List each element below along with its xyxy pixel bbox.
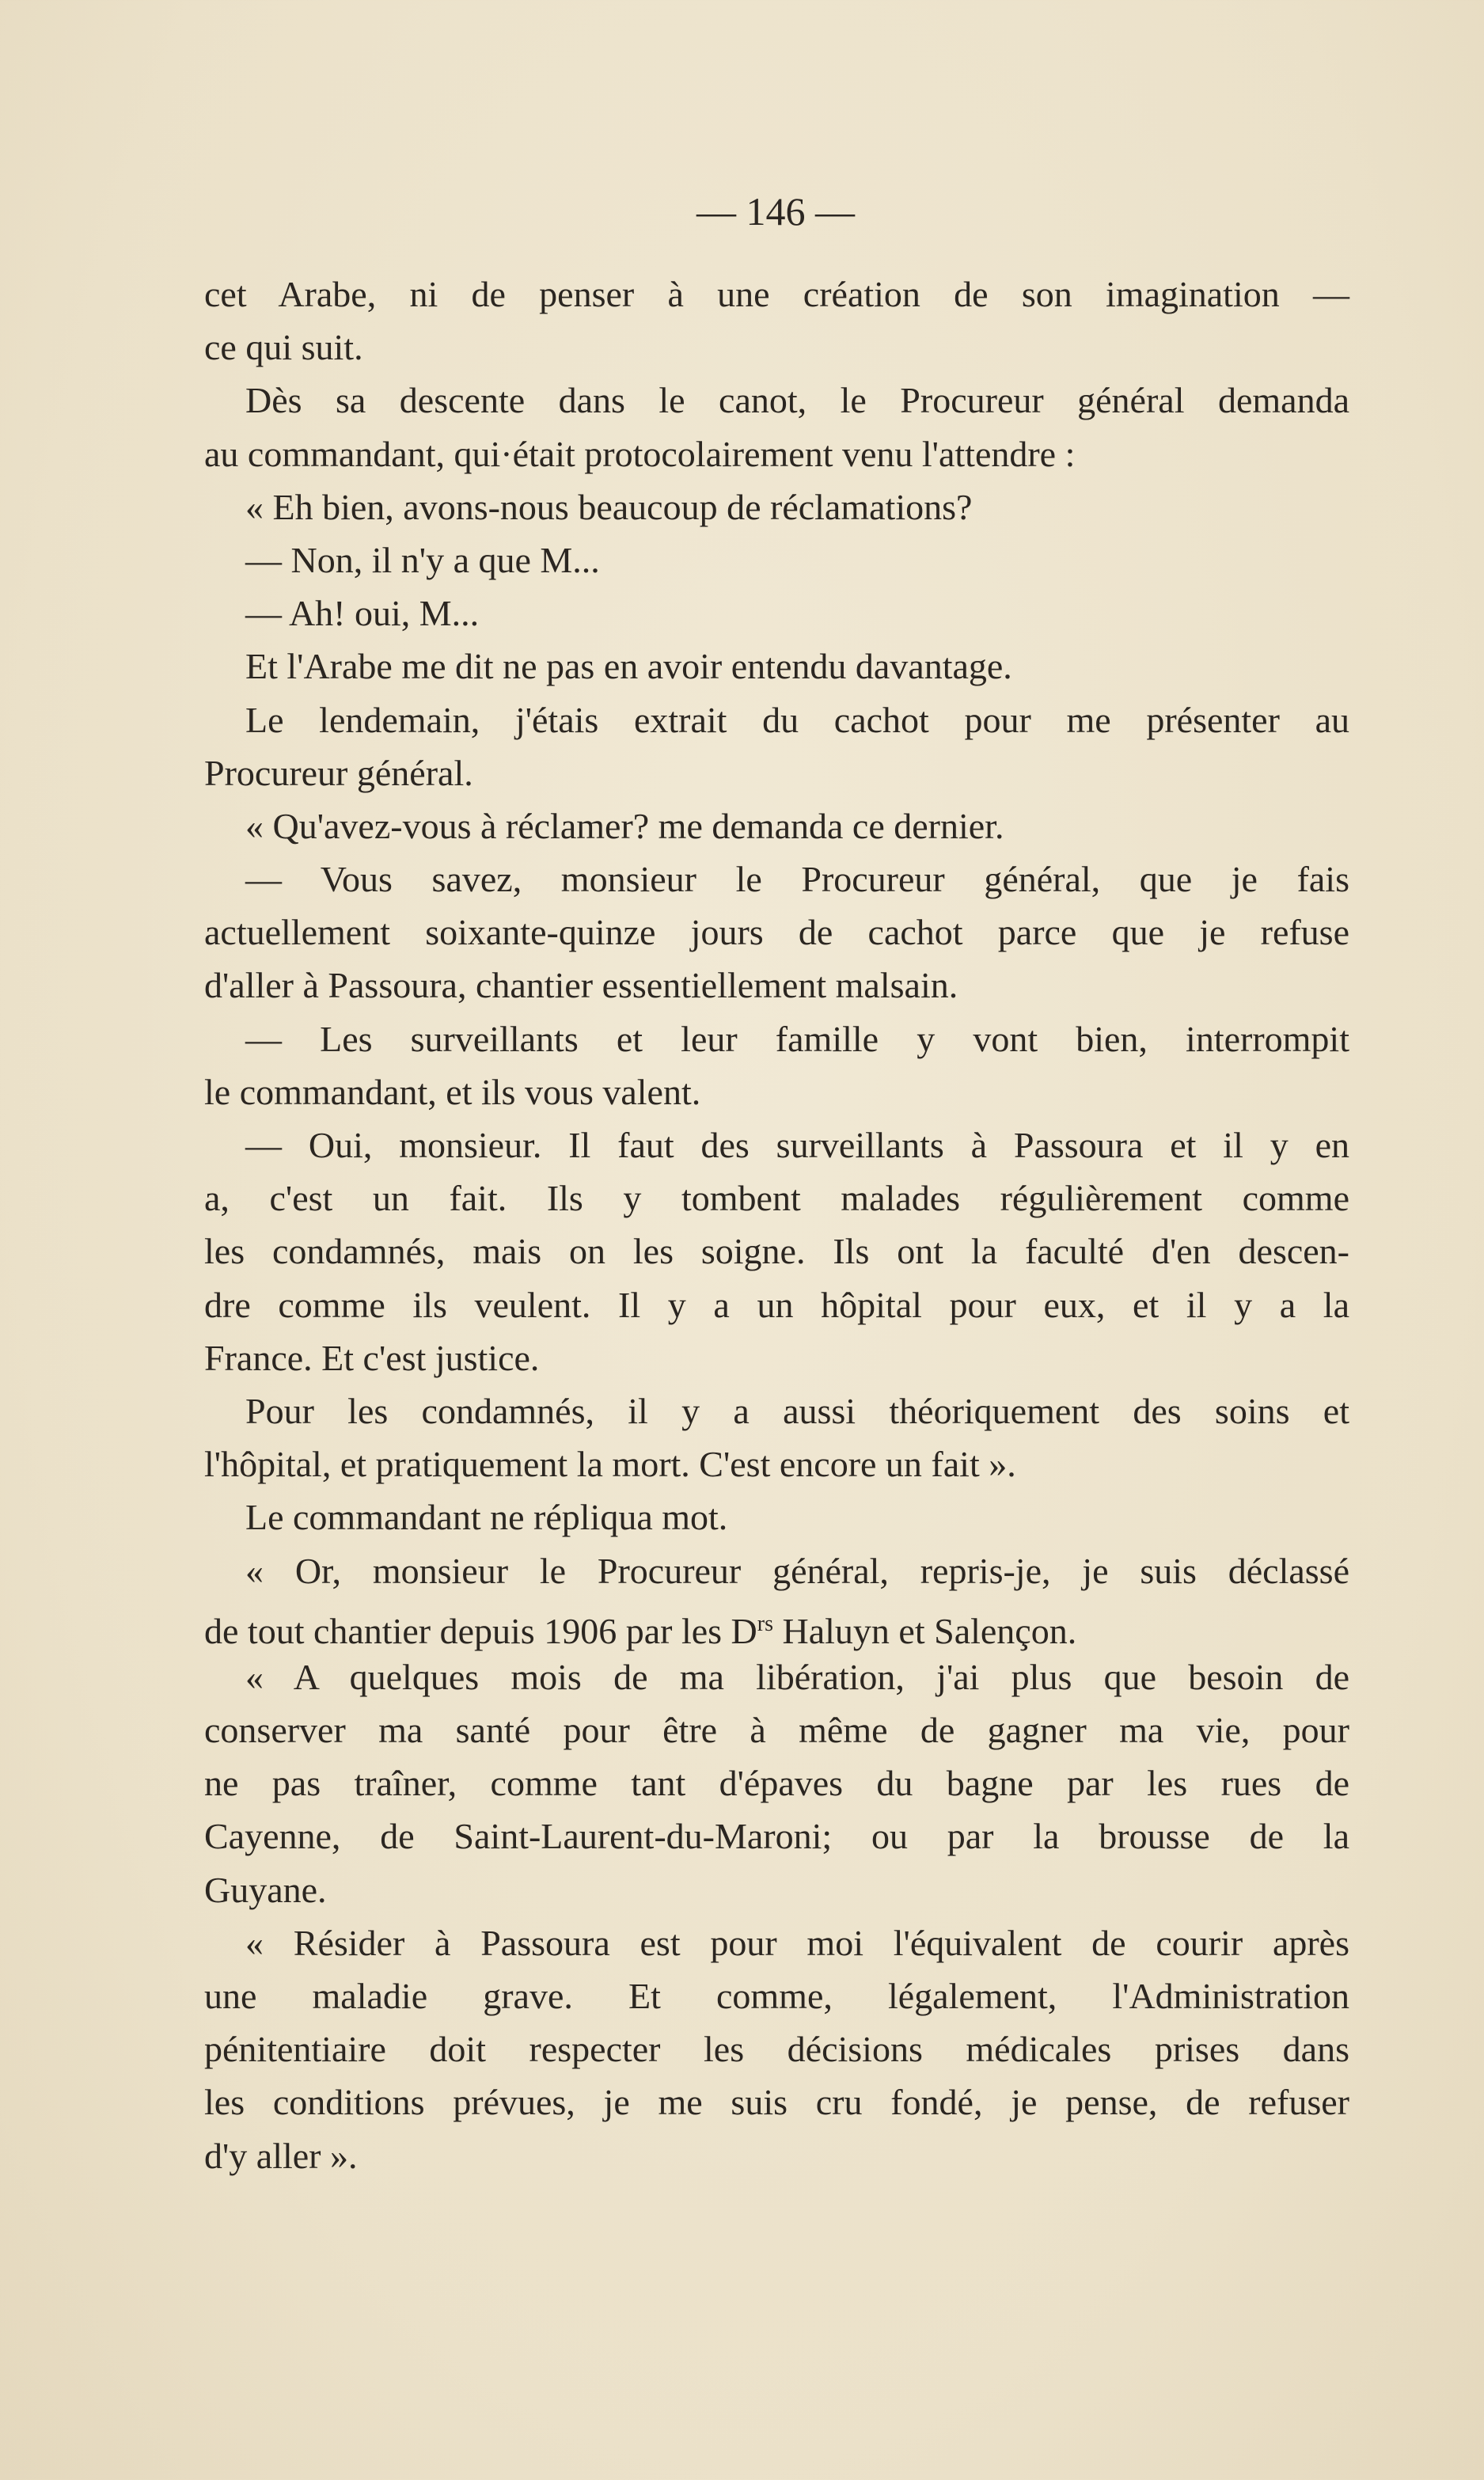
- text-line: « Qu'avez-vous à réclamer? me demanda ce dernier.: [245, 805, 1004, 846]
- body-text: [204, 268, 1349, 2182]
- text-line: de tout chantier depuis 1906 par les $D^{rs}$ Haluyn et Salençon.: [204, 1610, 1077, 1651]
- text-line: « Résider à Passoura est pour moi l'équivalent de courir après: [245, 1922, 1349, 1963]
- superscript: rs: [757, 1611, 773, 1636]
- text-line: — Vous savez, monsieur le Procureur général, que je fais: [245, 859, 1349, 900]
- text-line: ne pas traîner, comme tant d'épaves du bagne par les rues de: [204, 1763, 1349, 1804]
- text-line: Pour les condamnés, il y a aussi théoriquement des soins et: [245, 1390, 1349, 1431]
- text-line: « A quelques mois de ma libération, j'ai plus que besoin de: [245, 1656, 1349, 1697]
- text-line: d'y aller ».: [204, 2135, 358, 2176]
- text-line: — Ah! oui, M...: [245, 593, 480, 634]
- text-line: Le commandant ne répliqua mot.: [245, 1497, 728, 1538]
- text-line: « Eh bien, avons-nous beaucoup de réclamations?: [245, 486, 973, 527]
- text-line: les conditions prévues, je me suis cru fondé, je pense, de refuser: [204, 2082, 1349, 2123]
- text-line: a, c'est un fait. Ils y tombent malades régulièrement comme: [204, 1178, 1349, 1219]
- text-line: « Or, monsieur le Procureur général, repris-je, je suis déclassé: [245, 1550, 1349, 1591]
- text-line: Procureur général.: [204, 752, 473, 793]
- text-line: cet Arabe, ni de penser à une création de son imagination —: [204, 274, 1349, 314]
- text-line: Guyane.: [204, 1869, 327, 1910]
- text-line: France. Et c'est justice.: [204, 1337, 540, 1378]
- text-line: dre comme ils veulent. Il y a un hôpital pour eux, et il y a la: [204, 1284, 1349, 1325]
- text-line: le commandant, et ils vous valent.: [204, 1071, 701, 1112]
- text-line: au commandant, qui·était protocolairement venu l'attendre :: [204, 433, 1076, 474]
- text-line: Cayenne, de Saint-Laurent-du-Maroni; ou par la brousse de la: [204, 1816, 1349, 1857]
- text-line: Et l'Arabe me dit ne pas en avoir entendu davantage.: [245, 646, 1012, 687]
- text-line: pénitentiaire doit respecter les décisions médicales prises dans: [204, 2029, 1349, 2070]
- text-line: — Oui, monsieur. Il faut des surveillants à Passoura et il y en: [245, 1125, 1349, 1165]
- text-line: Le lendemain, j'étais extrait du cachot pour me présenter au: [245, 699, 1349, 740]
- text-line: conserver ma santé pour être à même de gagner ma vie, pour: [204, 1710, 1349, 1751]
- text-line: Dès sa descente dans le canot, le Procureur général demanda: [245, 380, 1349, 421]
- text-line: ce qui suit.: [204, 327, 363, 368]
- text-line: — Non, il n'y a que M...: [245, 539, 600, 580]
- text-line: l'hôpital, et pratiquement la mort. C'est encore un fait ».: [204, 1444, 1016, 1485]
- text-line: actuellement soixante-quinze jours de cachot parce que je refuse: [204, 912, 1349, 953]
- page-number: — 146 —: [696, 189, 855, 234]
- text-line: d'aller à Passoura, chantier essentiellement malsain.: [204, 965, 958, 1006]
- text-line: une maladie grave. Et comme, légalement, l'Administration: [204, 1976, 1349, 2016]
- text-line: les condamnés, mais on les soigne. Ils ont la faculté d'en descen-: [204, 1231, 1349, 1272]
- text-line: — Les surveillants et leur famille y vont bien, interrompit: [245, 1018, 1349, 1059]
